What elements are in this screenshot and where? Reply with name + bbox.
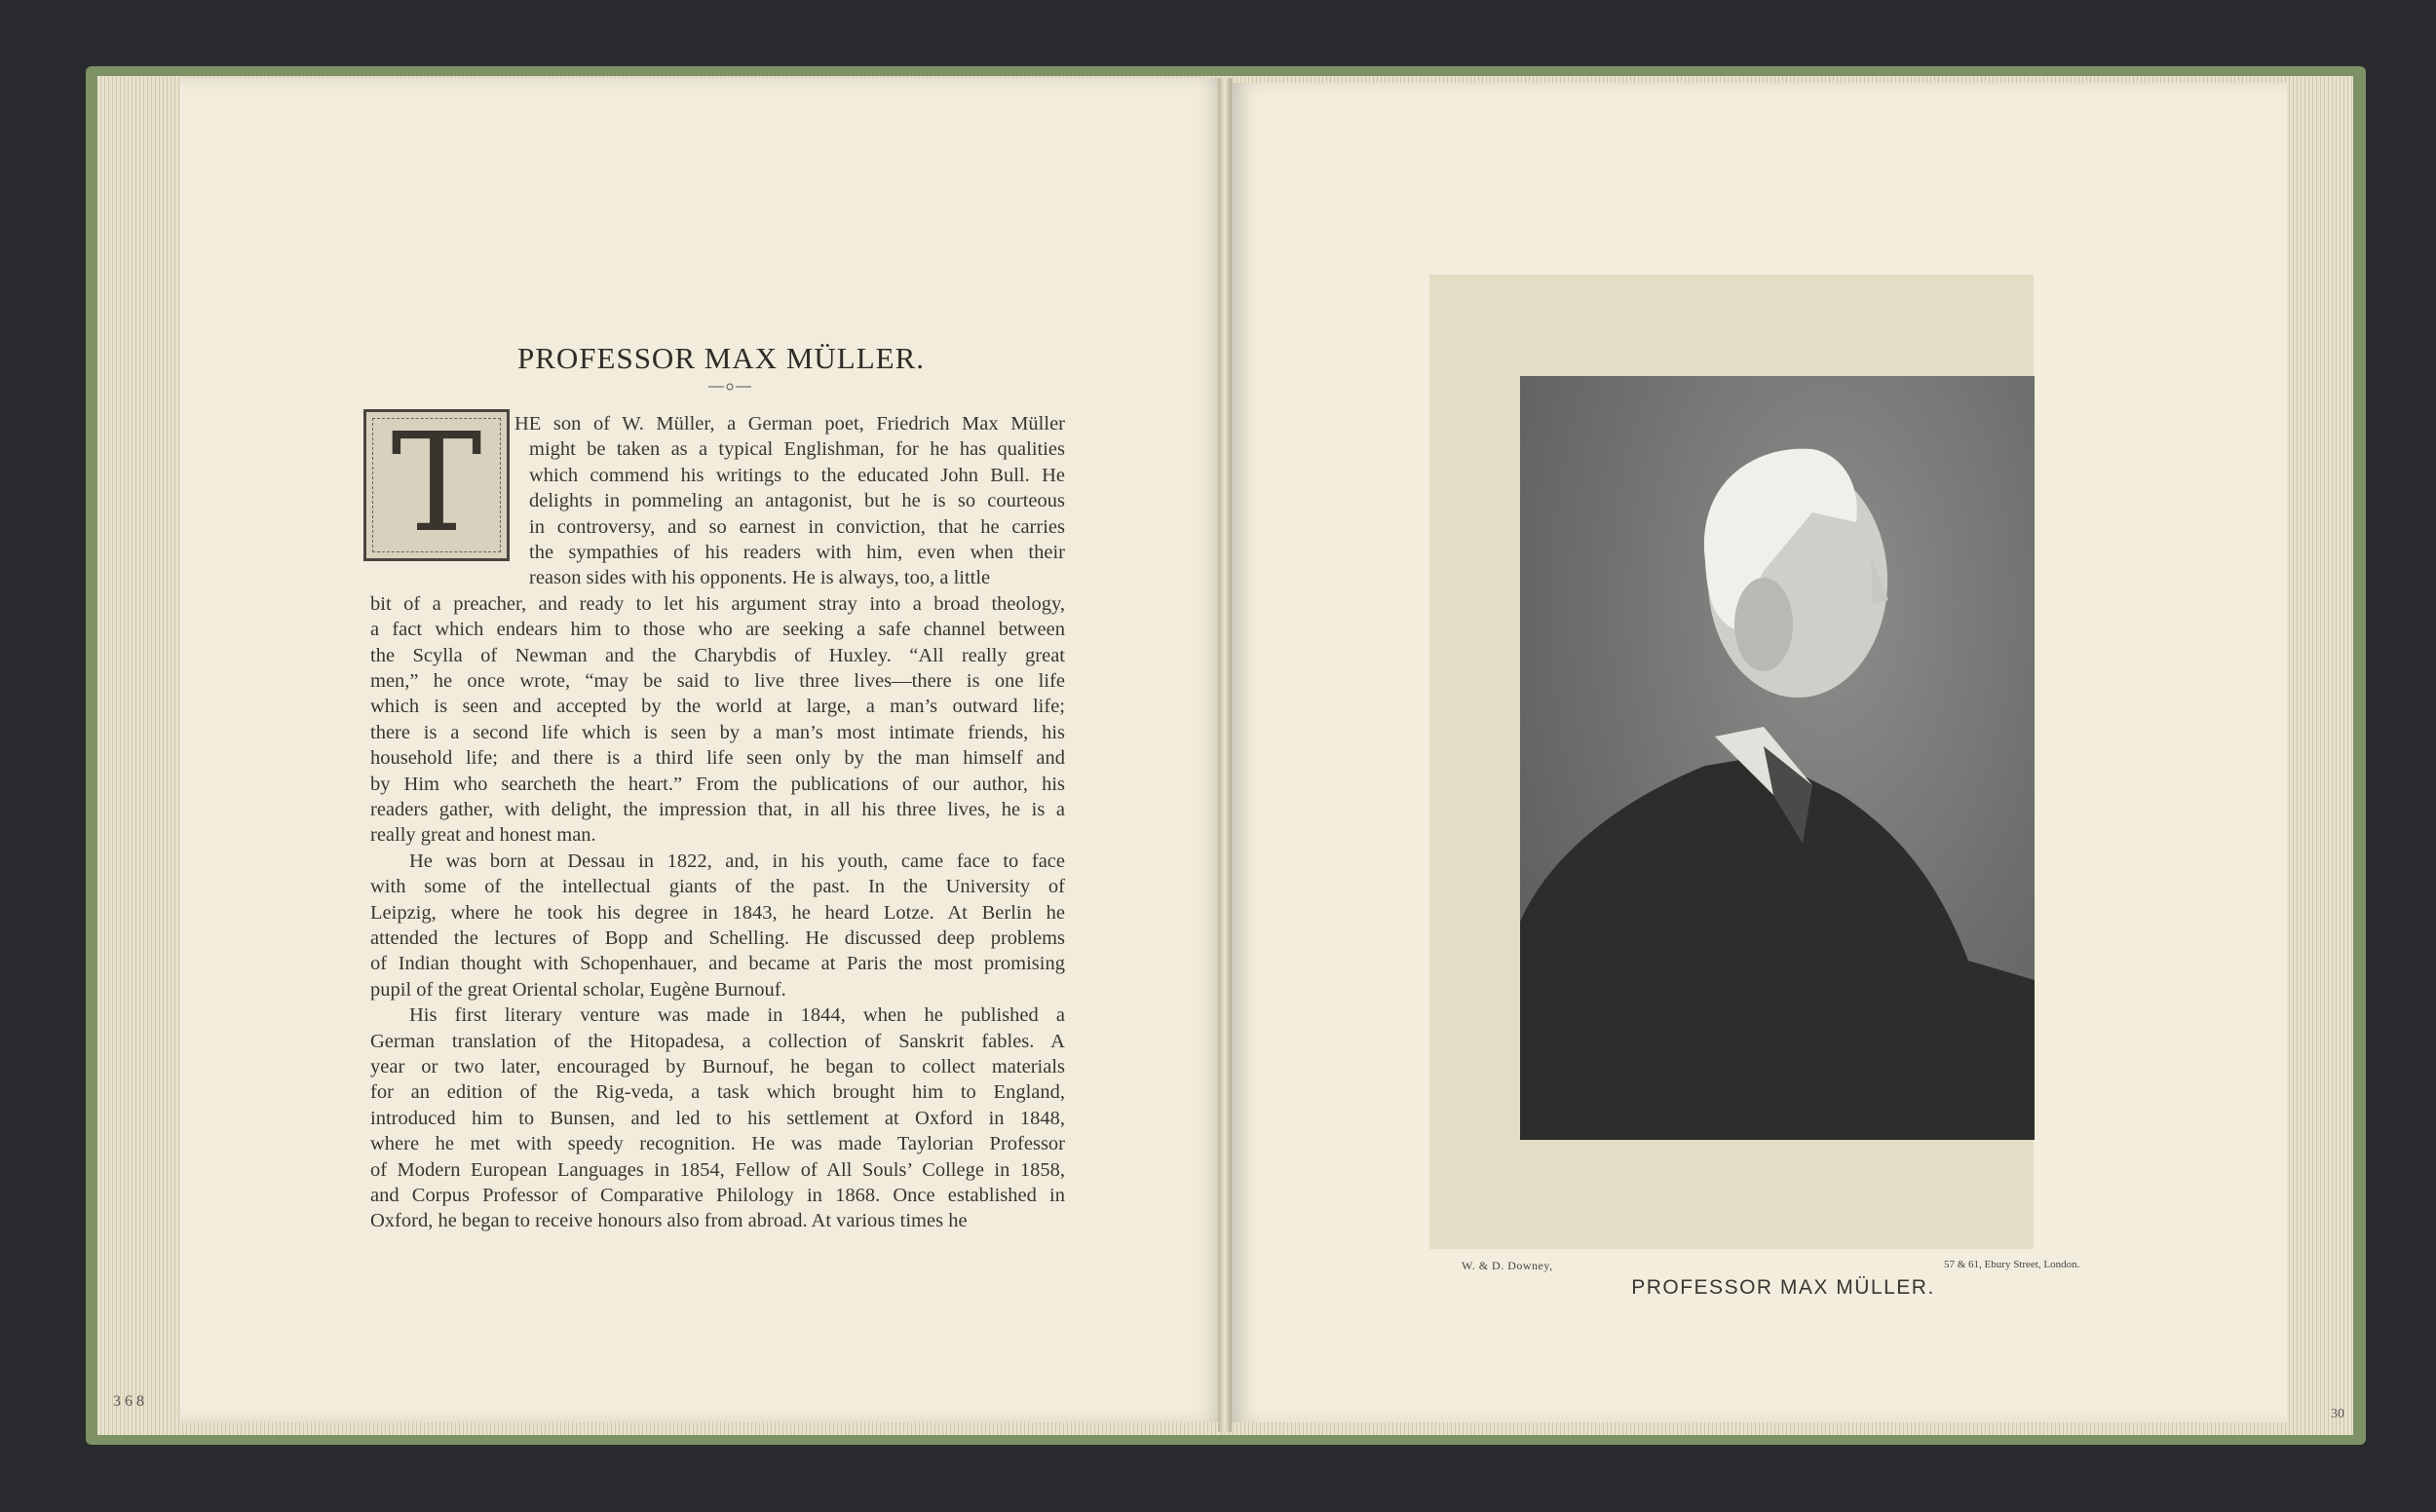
text-line: a fact which endears him to those who are seeking a safe channel between	[370, 619, 1065, 641]
text-line: with some of the intellectual giants of the past. In the University of	[370, 876, 1065, 898]
title-ornament	[708, 382, 751, 392]
text-line: Leipzig, where he took his degree in 1843, he heard Lotze. At Berlin he	[370, 901, 1065, 924]
text-line: the Scylla of Newman and the Charybdis of Huxley. “All really great	[370, 644, 1065, 666]
text-line: reason sides with his opponents. He is always, too, a little	[529, 567, 991, 589]
text-line: of Modern European Languages in 1854, Fellow of All Souls’ College in 1858,	[370, 1158, 1065, 1181]
text-line: bit of a preacher, and ready to let his argument stray into a broad theology,	[370, 592, 1065, 615]
text-line: Oxford, he began to receive honours also from abroad. At various times he	[370, 1210, 968, 1232]
text-line: men,” he once wrote, “may be said to live three lives—there is one life	[370, 670, 1065, 692]
text-line: He was born at Dessau in 1822, and, in his youth, came face to face	[409, 850, 1065, 872]
page-title: PROFESSOR MAX MÜLLER.	[516, 341, 926, 375]
photographer-address: 57 & 61, Ebury Street, London.	[1944, 1259, 2080, 1270]
text-line: His first literary venture was made in 1844, when he published a	[409, 1004, 1065, 1027]
text-line: and Corpus Professor of Comparative Philology in 1868. Once established in	[370, 1185, 1065, 1206]
text-line: HE son of W. Müller, a German poet, Friedrich Max Müller	[514, 413, 1065, 435]
text-line: year or two later, encouraged by Burnouf, he began to collect materials	[370, 1056, 1065, 1077]
text-line: there is a second life which is seen by a man’s most intimate friends, his	[370, 721, 1065, 743]
text-line: German translation of the Hitopadesa, a collection of Sanskrit fables. A	[370, 1030, 1065, 1052]
page-number-left: 3 6 8	[113, 1393, 144, 1410]
photo-caption: PROFESSOR MAX MÜLLER.	[1631, 1276, 1935, 1299]
initial-letter: T	[391, 404, 482, 563]
text-line: which commend his writings to the educated John Bull. He	[529, 464, 1065, 486]
decorated-initial	[363, 404, 510, 563]
text-line: for an edition of the Rig-veda, a task which brought him to England,	[370, 1081, 1065, 1104]
text-line: introduced him to Bunsen, and led to his settlement at Oxford in 1848,	[370, 1107, 1065, 1129]
text-line: where he met with speedy recognition. He was made Taylorian Professor	[370, 1133, 1065, 1155]
text-line: readers gather, with delight, the impression that, in all his three lives, he is a	[370, 799, 1065, 820]
text-line: household life; and there is a third life seen only by the man himself and	[370, 747, 1065, 770]
text-line: of Indian thought with Schopenhauer, and became at Paris the most promising	[370, 953, 1065, 975]
text-line: in controversy, and so earnest in conviction, that he carries	[529, 515, 1065, 538]
book-gutter	[1218, 78, 1232, 1432]
text-line: by Him who searcheth the heart.” From the publications of our author, his	[370, 773, 1065, 795]
text-line: attended the lectures of Bopp and Schelling. He discussed deep problems	[370, 927, 1065, 949]
portrait-photo	[1520, 376, 2035, 1140]
photographer-credit: W. & D. Downey,	[1462, 1259, 1553, 1272]
text-line: pupil of the great Oriental scholar, Eugène Burnouf.	[370, 978, 786, 1001]
text-line: really great and honest man.	[370, 824, 596, 847]
page-number-right: 30	[2331, 1407, 2344, 1421]
text-line: might be taken as a typical Englishman, for he has qualities	[529, 438, 1065, 461]
text-line: delights in pommeling an antagonist, but he is so courteous	[529, 490, 1065, 512]
text-line: the sympathies of his readers with him, even when their	[529, 542, 1065, 563]
portrait-figure	[1520, 376, 2035, 1140]
text-line: which is seen and accepted by the world at large, a man’s outward life;	[370, 696, 1065, 718]
